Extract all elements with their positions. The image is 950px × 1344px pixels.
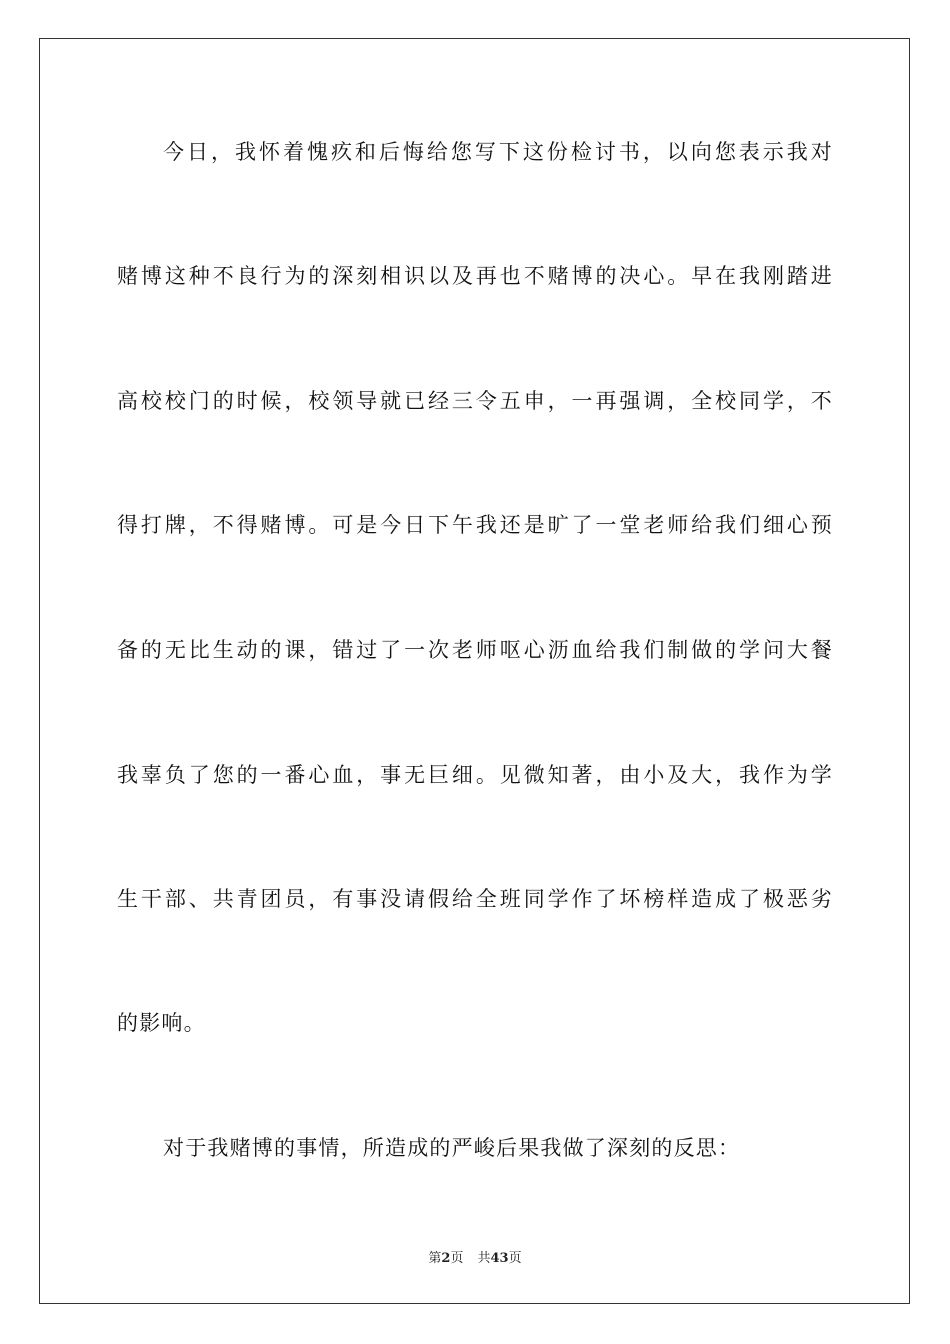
paragraph-line-6: 我辜负了您的一番心血，事无巨细。见微知著，由小及大，我作为学 xyxy=(117,763,833,787)
page-number: 2 xyxy=(441,1251,451,1266)
page-prefix: 第 xyxy=(428,1251,442,1266)
paragraph-line-1: 今日，我怀着愧疚和后悔给您写下这份检讨书，以向您表示我对 xyxy=(163,140,833,164)
total-suffix: 页 xyxy=(508,1251,522,1266)
page-border xyxy=(39,38,910,1304)
paragraph-line-2: 赌博这种不良行为的深刻相识以及再也不赌博的决心。早在我刚踏进 xyxy=(117,264,833,288)
total-prefix: 共 xyxy=(477,1251,491,1266)
page-footer xyxy=(0,1247,950,1266)
paragraph-line-9: 对于我赌博的事情，所造成的严峻后果我做了深刻的反思： xyxy=(163,1136,741,1160)
paragraph-line-4: 得打牌，不得赌博。可是今日下午我还是旷了一堂老师给我们细心预 xyxy=(117,513,833,537)
paragraph-line-3: 高校校门的时候，校领导就已经三令五申，一再强调，全校同学，不 xyxy=(117,389,833,413)
page-suffix: 页 xyxy=(450,1251,464,1266)
paragraph-line-7: 生干部、共青团员，有事没请假给全班同学作了坏榜样造成了极恶劣 xyxy=(117,887,833,911)
total-pages: 43 xyxy=(490,1251,509,1266)
paragraph-line-8: 的影响。 xyxy=(117,1011,206,1035)
paragraph-line-5: 备的无比生动的课，错过了一次老师呕心沥血给我们制做的学问大餐 xyxy=(117,638,833,662)
